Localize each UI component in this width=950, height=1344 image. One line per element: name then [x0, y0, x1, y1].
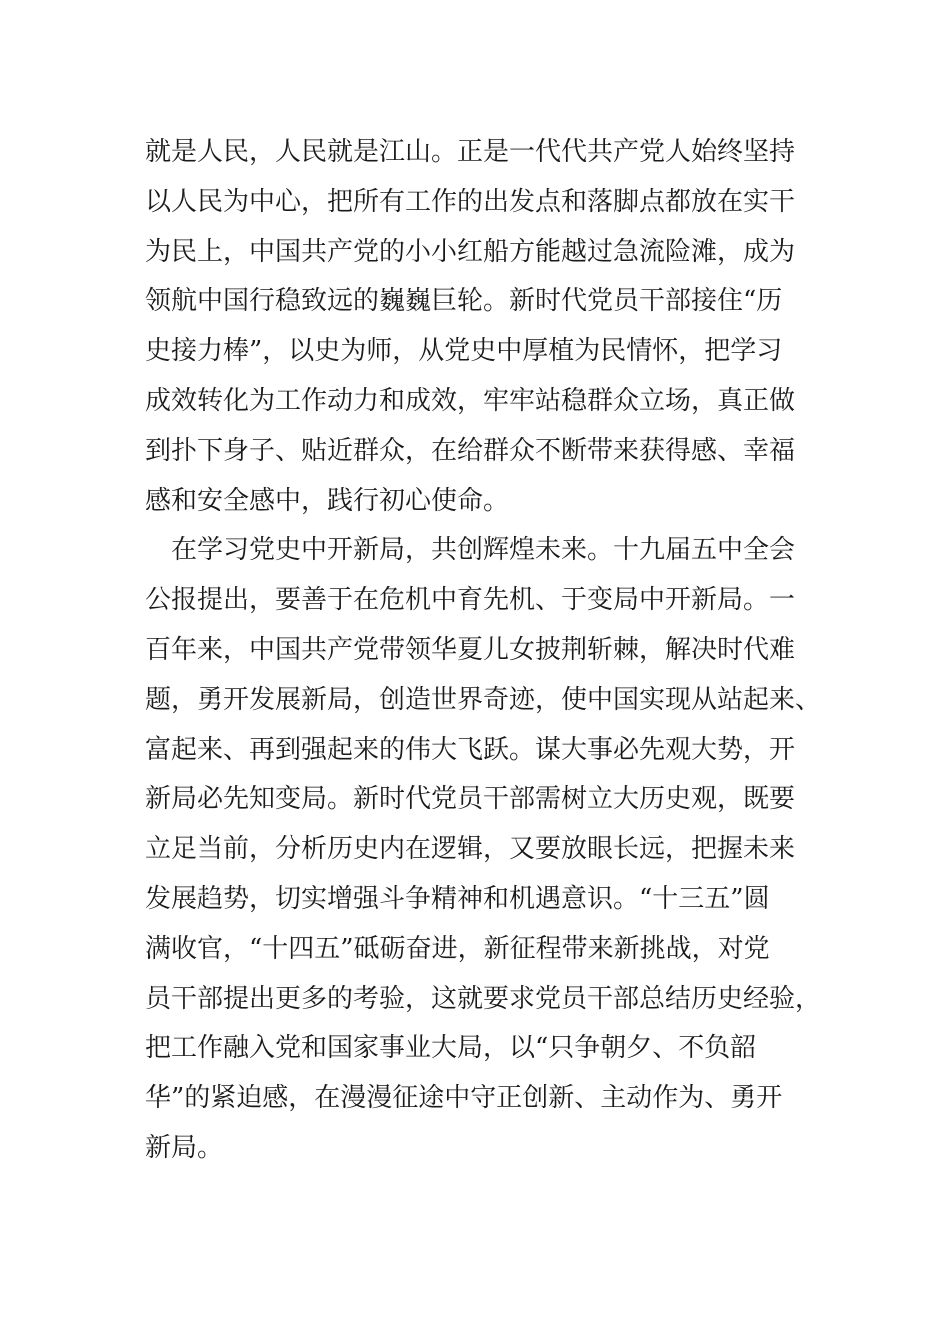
text-line: 华”的紧迫感，在漫漫征途中守正创新、主动作为、勇开	[145, 1083, 783, 1114]
text-line: 成效转化为工作动力和成效，牢牢站稳群众立场，真正做	[145, 385, 796, 416]
text-line: 把工作融入党和国家事业大局，以“只争朝夕、不负韶	[145, 1033, 757, 1064]
text-line: 富起来、再到强起来的伟大飞跃。谋大事必先观大势，开	[145, 734, 796, 765]
text-line: 新局。	[145, 1132, 224, 1163]
text-line: 立足当前，分析历史内在逻辑，又要放眼长远，把握未来	[145, 834, 796, 865]
text-line: 为民上，中国共产党的小小红船方能越过急流险滩，成为	[145, 236, 796, 267]
text-line: 以人民为中心，把所有工作的出发点和落脚点都放在实干	[145, 186, 796, 217]
text-line: 百年来，中国共产党带领华夏儿女披荆斩棘，解决时代难	[145, 634, 796, 665]
text-line: 员干部提出更多的考验，这就要求党员干部总结历史经验，	[145, 983, 822, 1014]
text-line: 到扑下身子、贴近群众，在给群众不断带来获得感、幸福	[145, 435, 796, 466]
text-line: 满收官，“十四五”砥砺奋进，新征程带来新挑战，对党	[145, 933, 770, 964]
text-line: 题，勇开发展新局，创造世界奇迹，使中国实现从站起来、	[145, 684, 822, 715]
paragraph-1	[145, 128, 805, 526]
text-line: 领航中国行稳致远的巍巍巨轮。新时代党员干部接住“历	[145, 286, 783, 317]
paragraph-2	[145, 526, 822, 1173]
text-line: 发展趋势，切实增强斗争精神和机遇意识。“十三五”圆	[145, 883, 770, 914]
text-line: 感和安全感中，践行初心使命。	[145, 485, 510, 516]
body-text	[145, 128, 822, 1174]
text-line: 史接力棒”，以史为师，从党史中厚植为民情怀，把学习	[145, 336, 783, 367]
text-line: 就是人民，人民就是江山。正是一代代共产党人始终坚持	[145, 137, 796, 167]
text-line: 新局必先知变局。新时代党员干部需树立大历史观，既要	[145, 784, 796, 815]
text-line: 在学习党史中开新局，共创辉煌未来。十九届五中全会	[145, 535, 796, 566]
text-line: 公报提出，要善于在危机中育先机、于变局中开新局。一	[145, 585, 796, 616]
